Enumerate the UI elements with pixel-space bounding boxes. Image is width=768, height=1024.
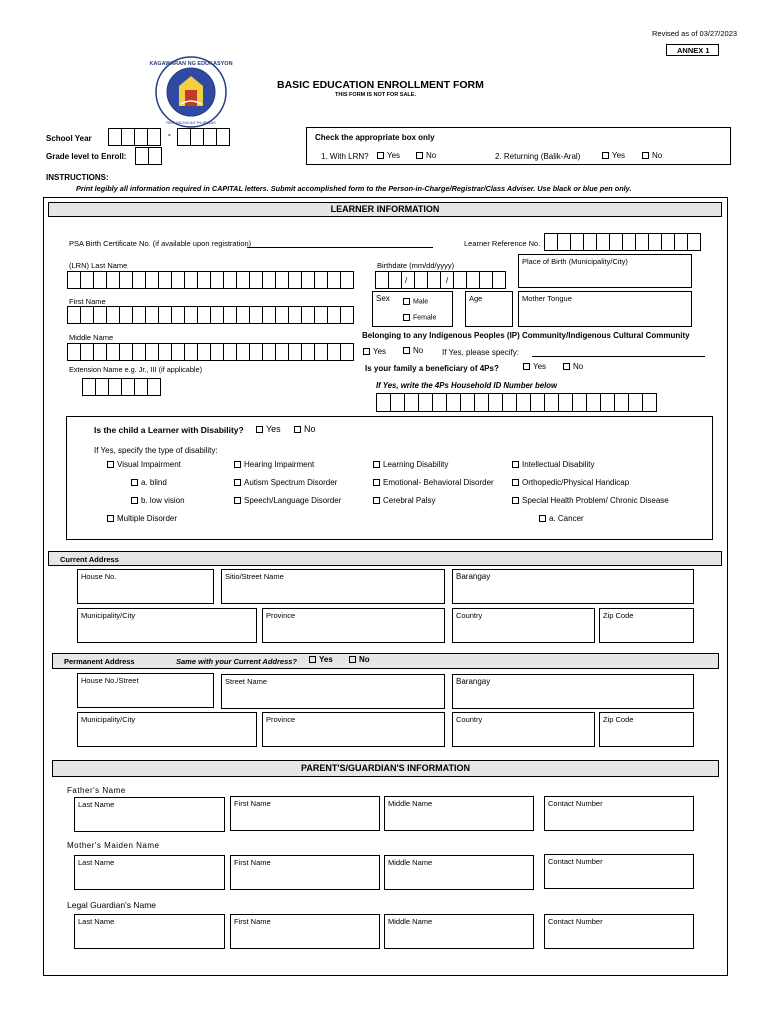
low-vision[interactable]: b. low vision — [131, 497, 185, 505]
ip-yes[interactable]: Yes — [363, 348, 386, 356]
checkbox-icon — [234, 461, 241, 468]
current-province-field[interactable] — [262, 608, 445, 643]
checkbox-icon — [602, 152, 609, 159]
revision-date: Revised as of 03/27/2023 — [652, 29, 738, 38]
checkbox-icon — [373, 461, 380, 468]
checkbox-icon — [373, 479, 380, 486]
mother-contact-label: Contact Number — [548, 857, 603, 866]
checkbox-icon — [349, 656, 356, 663]
checkbox-icon — [294, 426, 301, 433]
permanent-country-field[interactable] — [452, 712, 595, 747]
father-first-label: First Name — [234, 799, 271, 808]
permanent-municipality-field[interactable] — [77, 712, 257, 747]
special-health-problem[interactable]: Special Health Problem/ Chronic Disease — [512, 497, 669, 505]
checkbox-icon — [363, 348, 370, 355]
guardian-middle-field[interactable] — [384, 914, 534, 949]
current-barangay-field[interactable] — [452, 569, 694, 604]
instructions-label: INSTRUCTIONS: — [46, 173, 109, 182]
disability-specify: If Yes, specify the type of disability: — [94, 446, 218, 455]
same-address-no[interactable]: No — [349, 656, 370, 664]
mother-tongue-field[interactable] — [518, 291, 692, 327]
checkbox-icon — [131, 479, 138, 486]
father-contact-field[interactable] — [544, 796, 694, 831]
annex-label: ANNEX 1 — [677, 46, 710, 55]
check-box-panel — [306, 127, 731, 165]
form-title: BASIC EDUCATION ENROLLMENT FORM — [277, 79, 484, 91]
mother-tongue-label: Mother Tongue — [522, 294, 572, 303]
father-first-field[interactable] — [230, 796, 380, 831]
checkbox-icon — [256, 426, 263, 433]
current-barangay-label: Barangay — [456, 572, 491, 581]
learner-info-band: LEARNER INFORMATION — [48, 202, 722, 217]
checkbox-icon — [131, 497, 138, 504]
current-house-field[interactable] — [77, 569, 214, 604]
permanent-barangay-field[interactable] — [452, 674, 694, 709]
lrn-cells[interactable] — [544, 233, 700, 251]
blind[interactable]: a. blind — [131, 479, 167, 487]
ip-specify-line[interactable] — [532, 356, 705, 357]
permanent-province-label: Province — [266, 715, 296, 724]
current-municipality-label: Municipality/City — [81, 611, 136, 620]
checkbox-icon — [563, 363, 570, 370]
checkbox-icon — [512, 461, 519, 468]
cerebral-palsy[interactable]: Cerebral Palsy — [373, 497, 435, 505]
last-name-cells[interactable] — [67, 271, 353, 289]
father-contact-label: Contact Number — [548, 799, 603, 808]
father-middle-field[interactable] — [384, 796, 534, 831]
father-last-field[interactable] — [74, 797, 225, 832]
check-title: Check the appropriate box only — [315, 133, 435, 142]
hearing-impairment[interactable]: Hearing Impairment — [234, 461, 314, 469]
checkbox-icon — [523, 363, 530, 370]
checkbox-icon — [234, 479, 241, 486]
disability-no[interactable]: No — [294, 425, 316, 434]
orthopedic-handicap[interactable]: Orthopedic/Physical Handicap — [512, 479, 629, 487]
learning-disability[interactable]: Learning Disability — [373, 461, 448, 469]
checkbox-icon — [512, 497, 519, 504]
permanent-address-title: Permanent Address — [64, 657, 135, 666]
father-last-label: Last Name — [78, 800, 115, 809]
parents-band: PARENT'S/GUARDIAN'S INFORMATION — [52, 760, 719, 777]
psa-label: PSA Birth Certificate No. (if available upon registration) — [69, 239, 252, 248]
multiple-disorder[interactable]: Multiple Disorder — [107, 515, 177, 523]
checkbox-icon — [403, 314, 410, 321]
checkbox-icon — [403, 347, 410, 354]
fourps-yes[interactable]: Yes — [523, 363, 546, 371]
with-lrn-label: 1. With LRN? — [321, 152, 369, 161]
permanent-house-label: House No./Street — [81, 676, 139, 685]
permanent-street-label: Street Name — [225, 677, 268, 686]
mother-last-label: Last Name — [78, 858, 115, 867]
school-year-label: School Year — [46, 134, 92, 143]
current-country-label: Country — [456, 611, 483, 620]
checkbox-icon — [512, 479, 519, 486]
cancer[interactable]: a. Cancer — [539, 515, 584, 523]
checkbox-icon — [107, 515, 114, 522]
disability-question: Is the child a Learner with Disability? — [94, 425, 244, 435]
permanent-address-band — [52, 653, 719, 669]
lrn-label: Learner Reference No. — [464, 239, 541, 248]
ip-no[interactable]: No — [403, 347, 423, 355]
permanent-street-field[interactable] — [221, 674, 445, 709]
fourps-question: Is your family a beneficiary of 4Ps? — [365, 364, 499, 373]
with-lrn-yes[interactable]: Yes — [377, 152, 400, 160]
disability-panel — [66, 416, 713, 540]
intellectual-disability[interactable]: Intellectual Disability — [512, 461, 594, 469]
guardian-first-field[interactable] — [230, 914, 380, 949]
guardian-contact-field[interactable] — [544, 914, 694, 949]
permanent-barangay-label: Barangay — [456, 677, 491, 686]
current-address-title: Current Address — [60, 555, 119, 564]
last-name-label: (LRN) Last Name — [69, 261, 128, 270]
current-country-field[interactable] — [452, 608, 595, 643]
autism[interactable]: Autism Spectrum Disorder — [234, 479, 337, 487]
birthdate-label: Birthdate (mm/dd/yyyy) — [377, 261, 455, 270]
permanent-zip-field[interactable] — [599, 712, 694, 747]
deped-seal-logo — [149, 56, 233, 128]
middle-name-cells[interactable] — [67, 343, 353, 361]
emotional-disorder[interactable]: Emotional- Behavioral Disorder — [373, 479, 494, 487]
guardian-first-label: First Name — [234, 917, 271, 926]
place-of-birth-field[interactable] — [518, 254, 692, 288]
guardian-last-field[interactable] — [74, 914, 225, 949]
school-year-end-cells[interactable] — [177, 128, 229, 146]
seal-text-top: KAGAWARAN NG EDUKASYON — [149, 61, 233, 67]
mother-name-label: Mother's Maiden Name — [67, 841, 160, 850]
current-province-label: Province — [266, 611, 296, 620]
grade-level-cells[interactable] — [135, 147, 161, 165]
age-field[interactable] — [465, 291, 513, 327]
mother-contact-field[interactable] — [544, 854, 694, 889]
sex-male[interactable]: Male — [403, 298, 428, 305]
extension-cells[interactable] — [82, 378, 160, 396]
extension-label: Extension Name e.g. Jr., III (if applicable) — [69, 365, 203, 374]
first-name-label: First Name — [69, 297, 106, 306]
checkbox-icon — [234, 497, 241, 504]
first-name-cells[interactable] — [67, 306, 353, 324]
current-street-label: Sitio/Street Name — [225, 572, 284, 581]
permanent-house-field[interactable] — [77, 673, 214, 708]
instructions-text: Print legibly all information required in CAPITAL letters. Submit accomplished form to the Person-in-Charge/Registrar/Class Adviser. Use black or blue pen only. — [76, 184, 632, 193]
school-year-start-cells[interactable] — [108, 128, 160, 146]
father-middle-label: Middle Name — [388, 799, 433, 808]
annex-box — [666, 44, 719, 56]
current-zip-label: Zip Code — [603, 611, 634, 620]
father-name-label: Father's Name — [67, 786, 126, 795]
sex-female[interactable]: Female — [403, 314, 436, 321]
guardian-middle-label: Middle Name — [388, 917, 433, 926]
current-zip-field[interactable] — [599, 608, 694, 643]
visual-impairment[interactable]: Visual Impairment — [107, 461, 181, 469]
mother-last-field[interactable] — [74, 855, 225, 890]
checkbox-icon — [377, 152, 384, 159]
same-address-yes[interactable]: Yes — [309, 656, 333, 664]
mother-first-field[interactable] — [230, 855, 380, 890]
birthdate-slash-2: / — [446, 276, 449, 285]
permanent-municipality-label: Municipality/City — [81, 715, 136, 724]
current-house-label: House No. — [81, 572, 117, 581]
checkbox-icon — [373, 497, 380, 504]
psa-input-line[interactable] — [247, 247, 433, 248]
checkbox-icon — [642, 152, 649, 159]
ip-specify-label: If Yes, please specify: — [442, 348, 519, 357]
returning-yes[interactable]: Yes — [602, 152, 625, 160]
disability-yes[interactable]: Yes — [256, 425, 281, 434]
mother-middle-label: Middle Name — [388, 858, 433, 867]
birthdate-slash-1: / — [405, 276, 408, 285]
fourps-id-cells[interactable] — [376, 393, 656, 412]
form-subtitle: THIS FORM IS NOT FOR SALE. — [335, 92, 416, 98]
place-of-birth-label: Place of Birth (Municipality/City) — [522, 257, 628, 266]
same-address-question: Same with your Current Address? — [176, 657, 297, 666]
guardian-name-label: Legal Guardian's Name — [67, 900, 157, 910]
checkbox-icon — [107, 461, 114, 468]
permanent-country-label: Country — [456, 715, 483, 724]
current-municipality-field[interactable] — [77, 608, 257, 643]
current-street-field[interactable] — [221, 569, 445, 604]
middle-name-label: Middle Name — [69, 333, 114, 342]
checkbox-icon — [309, 656, 316, 663]
sex-label: Sex — [376, 294, 390, 303]
returning-label: 2. Returning (Balik-Aral) — [495, 152, 581, 161]
returning-no[interactable]: No — [642, 152, 662, 160]
grade-level-label: Grade level to Enroll: — [46, 152, 127, 161]
checkbox-icon — [403, 298, 410, 305]
permanent-zip-label: Zip Code — [603, 715, 634, 724]
seal-text-bottom: REPUBLIKA NG PILIPINAS — [166, 120, 216, 125]
checkbox-icon — [539, 515, 546, 522]
sex-field — [372, 291, 453, 327]
fourps-no[interactable]: No — [563, 363, 583, 371]
current-address-band — [48, 551, 722, 566]
birthdate-cells[interactable] — [375, 271, 505, 289]
mother-middle-field[interactable] — [384, 855, 534, 890]
speech-disorder[interactable]: Speech/Language Disorder — [234, 497, 341, 505]
mother-first-label: First Name — [234, 858, 271, 867]
age-label: Age — [469, 294, 483, 303]
guardian-last-label: Last Name — [78, 917, 115, 926]
school-year-dash: - — [168, 129, 171, 139]
with-lrn-no[interactable]: No — [416, 152, 436, 160]
ip-question: Belonging to any Indigenous Peoples (IP) Community/Indigenous Cultural Community — [362, 331, 690, 340]
guardian-contact-label: Contact Number — [548, 917, 603, 926]
permanent-province-field[interactable] — [262, 712, 445, 747]
fourps-id-label: If Yes, write the 4Ps Household ID Number below — [376, 381, 558, 390]
checkbox-icon — [416, 152, 423, 159]
